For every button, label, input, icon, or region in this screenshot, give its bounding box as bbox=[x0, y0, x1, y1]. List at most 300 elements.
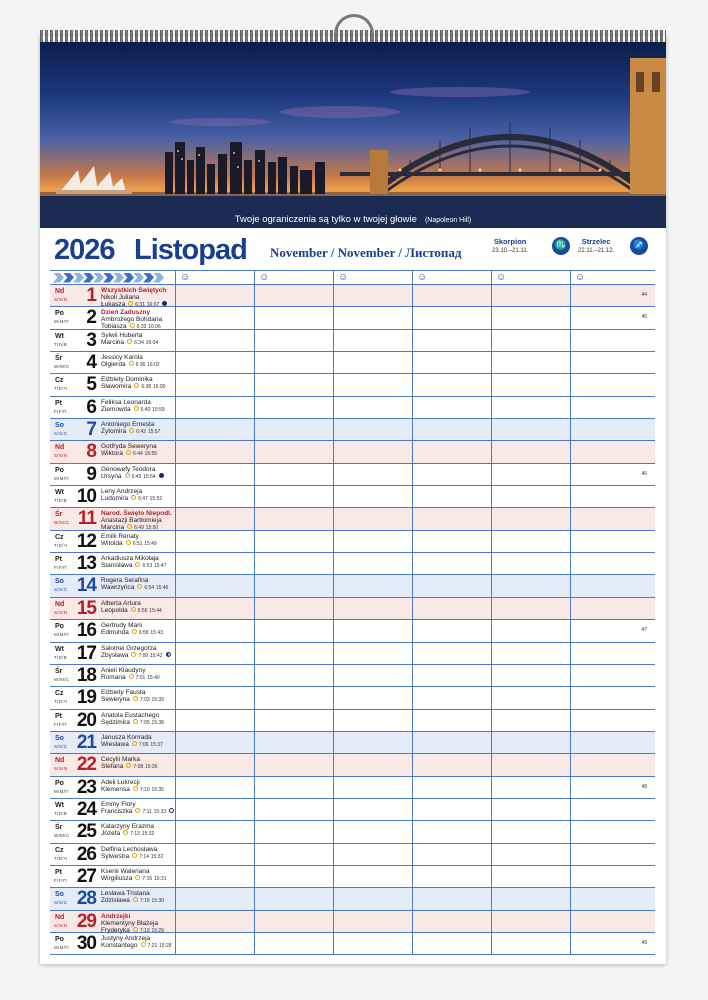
note-cell[interactable] bbox=[255, 799, 334, 820]
sun-icon bbox=[126, 540, 131, 545]
holiday-name: Wszystkich Świętych bbox=[101, 287, 167, 294]
note-cell[interactable] bbox=[492, 464, 571, 485]
day-cell bbox=[50, 352, 176, 373]
note-cell[interactable] bbox=[413, 285, 492, 306]
note-cell[interactable] bbox=[334, 307, 413, 328]
day-number: 8 bbox=[86, 441, 96, 463]
note-cell[interactable] bbox=[571, 307, 650, 328]
sunset-time: 15:57 bbox=[147, 429, 161, 436]
note-cell[interactable] bbox=[176, 687, 255, 708]
note-cell[interactable] bbox=[571, 844, 650, 865]
note-cell[interactable] bbox=[334, 821, 413, 842]
note-cell[interactable] bbox=[255, 330, 334, 351]
day-cell bbox=[50, 620, 176, 641]
weekday-translations: T/D/Ч bbox=[54, 699, 67, 705]
note-cell[interactable] bbox=[176, 821, 255, 842]
name-day bbox=[101, 287, 167, 309]
sunrise-time: 7:00 bbox=[138, 652, 149, 659]
note-cell[interactable] bbox=[413, 687, 492, 708]
name-day bbox=[101, 488, 162, 503]
note-cell[interactable] bbox=[334, 620, 413, 641]
note-cell[interactable] bbox=[492, 933, 571, 954]
note-cell[interactable] bbox=[255, 553, 334, 574]
note-cell[interactable] bbox=[413, 397, 492, 418]
note-cell[interactable] bbox=[413, 888, 492, 909]
quote-text: Twoje ograniczenia są tylko w twojej głowie bbox=[234, 214, 417, 225]
note-cell[interactable] bbox=[492, 486, 571, 507]
sun-icon bbox=[133, 696, 138, 701]
note-cell[interactable] bbox=[571, 374, 650, 395]
weekday-translations: S/S/C bbox=[54, 743, 68, 749]
note-cell[interactable] bbox=[255, 732, 334, 753]
note-cell[interactable] bbox=[492, 821, 571, 842]
zodiac-dates: 23.10.–21.11. bbox=[492, 248, 529, 254]
note-cell[interactable] bbox=[176, 486, 255, 507]
note-cell[interactable] bbox=[255, 419, 334, 440]
note-cell[interactable] bbox=[334, 643, 413, 664]
note-cell[interactable] bbox=[176, 866, 255, 887]
note-cell[interactable] bbox=[176, 933, 255, 954]
note-cell[interactable] bbox=[571, 397, 650, 418]
note-cell[interactable] bbox=[492, 777, 571, 798]
note-cell[interactable] bbox=[176, 620, 255, 641]
note-cell[interactable] bbox=[571, 508, 650, 529]
note-cell[interactable] bbox=[255, 844, 334, 865]
note-cell[interactable] bbox=[413, 732, 492, 753]
note-cell[interactable] bbox=[492, 553, 571, 574]
note-cell[interactable] bbox=[255, 508, 334, 529]
note-cell[interactable] bbox=[255, 620, 334, 641]
chevron-icon bbox=[113, 273, 124, 283]
sunset-time: 15:30 bbox=[151, 898, 164, 905]
weekday-translations: T/D/Ч bbox=[54, 386, 67, 392]
note-cell[interactable] bbox=[176, 307, 255, 328]
note-cell[interactable] bbox=[492, 419, 571, 440]
name-day bbox=[101, 689, 164, 704]
day-row bbox=[50, 643, 655, 665]
note-cell[interactable] bbox=[492, 508, 571, 529]
day-number: 2 bbox=[86, 307, 96, 329]
note-cell[interactable] bbox=[176, 285, 255, 306]
note-cell[interactable] bbox=[571, 464, 650, 485]
note-cell[interactable] bbox=[571, 866, 650, 887]
note-cell[interactable] bbox=[413, 710, 492, 731]
note-cell[interactable] bbox=[571, 486, 650, 507]
note-cell[interactable] bbox=[176, 911, 255, 932]
sunrise-time: 7:06 bbox=[138, 741, 149, 748]
note-cell[interactable] bbox=[334, 933, 413, 954]
note-cell[interactable] bbox=[334, 330, 413, 351]
weekday-translations: S/S/N bbox=[54, 922, 68, 928]
sunrise-time: 6:40 bbox=[140, 406, 151, 413]
weekday: So bbox=[55, 578, 64, 586]
day-number: 30 bbox=[76, 932, 96, 954]
note-cell[interactable] bbox=[255, 352, 334, 373]
note-cell[interactable] bbox=[571, 911, 650, 932]
note-cell[interactable] bbox=[492, 732, 571, 753]
note-cell[interactable] bbox=[571, 933, 650, 954]
note-cell[interactable] bbox=[492, 799, 571, 820]
note-cell[interactable] bbox=[571, 531, 650, 552]
day-row bbox=[50, 598, 655, 620]
note-cell[interactable] bbox=[413, 799, 492, 820]
chevron-icon bbox=[53, 273, 64, 283]
note-cell[interactable] bbox=[334, 374, 413, 395]
sun-icon bbox=[132, 741, 137, 746]
name-day bbox=[101, 712, 164, 727]
day-cell bbox=[50, 486, 176, 507]
names-second: Ursyna bbox=[101, 472, 122, 480]
note-cell[interactable] bbox=[413, 754, 492, 775]
day-number: 13 bbox=[76, 553, 96, 575]
note-cell[interactable] bbox=[176, 464, 255, 485]
name-day bbox=[101, 622, 163, 637]
day-row bbox=[50, 888, 655, 910]
note-cell[interactable] bbox=[413, 866, 492, 887]
note-cell[interactable] bbox=[492, 397, 571, 418]
note-cell[interactable] bbox=[176, 330, 255, 351]
day-cell bbox=[50, 732, 176, 753]
note-cell[interactable] bbox=[571, 598, 650, 619]
note-cell[interactable] bbox=[334, 441, 413, 462]
names: Adeli Lukrecji bbox=[101, 778, 140, 786]
note-cell[interactable] bbox=[492, 620, 571, 641]
sunrise-time: 6:49 bbox=[134, 525, 144, 532]
note-cell[interactable] bbox=[334, 508, 413, 529]
note-cell[interactable] bbox=[255, 598, 334, 619]
weekday-translations: F/F/П bbox=[54, 721, 67, 727]
weekday-translations: S/S/N bbox=[54, 297, 68, 302]
note-cell[interactable] bbox=[492, 866, 571, 887]
names: Klementyny Błażeja bbox=[101, 919, 159, 927]
day-row bbox=[50, 777, 655, 799]
note-cell[interactable] bbox=[255, 486, 334, 507]
note-cell[interactable] bbox=[334, 531, 413, 552]
note-cell[interactable] bbox=[255, 911, 334, 932]
weekday-translations: W/M/C bbox=[54, 520, 70, 526]
note-cell[interactable] bbox=[413, 598, 492, 619]
note-cell[interactable] bbox=[334, 397, 413, 418]
sun-icon bbox=[123, 830, 128, 835]
day-cell bbox=[50, 374, 176, 395]
note-cell[interactable] bbox=[334, 352, 413, 373]
note-cell[interactable] bbox=[571, 777, 650, 798]
weekday: So bbox=[55, 734, 64, 742]
note-cell[interactable] bbox=[413, 821, 492, 842]
scorpio-icon: ♏ bbox=[552, 237, 570, 255]
note-cell[interactable] bbox=[492, 285, 571, 306]
note-cell[interactable] bbox=[413, 307, 492, 328]
note-cell[interactable] bbox=[413, 464, 492, 485]
holiday-name: Dzień Zaduszny bbox=[101, 309, 151, 317]
day-number: 28 bbox=[76, 888, 96, 910]
day-number: 22 bbox=[76, 754, 96, 776]
day-cell bbox=[50, 508, 176, 532]
note-cell[interactable] bbox=[176, 441, 255, 462]
sun-icon bbox=[133, 927, 138, 932]
day-cell bbox=[50, 531, 176, 552]
note-cell[interactable] bbox=[334, 486, 413, 507]
note-cell[interactable] bbox=[334, 464, 413, 485]
sunrise-time: 7:08 bbox=[133, 764, 144, 771]
holiday-name: Narod. Święto Niepodl. bbox=[101, 510, 172, 518]
sagittarius-icon: ♐ bbox=[630, 237, 648, 255]
note-cell[interactable] bbox=[176, 754, 255, 775]
note-cell[interactable] bbox=[571, 821, 650, 842]
weekday-translations: T/D/B bbox=[54, 498, 68, 504]
day-row bbox=[50, 374, 655, 396]
name-day bbox=[101, 890, 164, 905]
names: Ambrożego Bohdana bbox=[101, 316, 163, 324]
day-number: 25 bbox=[76, 821, 96, 843]
note-cell[interactable] bbox=[413, 933, 492, 954]
sunrise-time: 6:44 bbox=[133, 451, 143, 458]
note-cell[interactable] bbox=[255, 777, 334, 798]
note-cell[interactable] bbox=[176, 575, 255, 596]
note-cell[interactable] bbox=[571, 888, 650, 909]
names: Gotfryda Seweryna bbox=[101, 443, 157, 451]
sun-icon bbox=[129, 674, 134, 679]
note-cell[interactable] bbox=[255, 464, 334, 485]
note-cell[interactable] bbox=[571, 285, 650, 306]
note-cell[interactable] bbox=[492, 374, 571, 395]
sun-icon bbox=[129, 428, 134, 433]
sunset-time: 15:32 bbox=[150, 853, 164, 860]
month-title: Listopad bbox=[134, 234, 247, 266]
note-cell[interactable] bbox=[255, 888, 334, 909]
note-cell[interactable] bbox=[334, 687, 413, 708]
note-cell[interactable] bbox=[334, 419, 413, 440]
note-cell[interactable] bbox=[334, 866, 413, 887]
note-cell[interactable] bbox=[334, 844, 413, 865]
note-cell[interactable] bbox=[571, 643, 650, 664]
note-cell[interactable] bbox=[492, 888, 571, 909]
note-cell[interactable] bbox=[255, 754, 334, 775]
note-cell[interactable] bbox=[413, 553, 492, 574]
sunrise-time: 6:38 bbox=[141, 384, 152, 391]
note-cell[interactable] bbox=[334, 911, 413, 932]
note-cell[interactable] bbox=[255, 643, 334, 664]
weekday: Pt bbox=[55, 399, 62, 407]
sunset-time: 15:54 bbox=[143, 473, 156, 480]
wall-hanger bbox=[334, 14, 374, 42]
note-cell[interactable] bbox=[571, 620, 650, 641]
note-cell[interactable] bbox=[334, 553, 413, 574]
note-cell[interactable] bbox=[413, 330, 492, 351]
note-cell[interactable] bbox=[176, 665, 255, 686]
names-second: Franciszka bbox=[101, 807, 133, 815]
day-cell bbox=[50, 844, 176, 865]
note-cell[interactable] bbox=[176, 397, 255, 418]
day-number: 14 bbox=[76, 575, 96, 597]
note-cell[interactable] bbox=[571, 441, 650, 462]
note-cell[interactable] bbox=[176, 508, 255, 529]
note-cell[interactable] bbox=[571, 575, 650, 596]
note-cell[interactable] bbox=[334, 799, 413, 820]
note-cell[interactable] bbox=[571, 687, 650, 708]
note-cell[interactable] bbox=[492, 352, 571, 373]
note-cell[interactable] bbox=[571, 553, 650, 574]
note-cell[interactable] bbox=[176, 598, 255, 619]
note-cell[interactable] bbox=[334, 754, 413, 775]
note-cell[interactable] bbox=[492, 911, 571, 932]
note-cell[interactable] bbox=[255, 307, 334, 328]
note-cell[interactable] bbox=[255, 710, 334, 731]
note-cell[interactable] bbox=[334, 732, 413, 753]
sun-icon bbox=[132, 629, 137, 634]
note-cell[interactable] bbox=[413, 665, 492, 686]
day-row bbox=[50, 397, 655, 419]
note-cell[interactable] bbox=[571, 710, 650, 731]
sunset-time: 16:04 bbox=[145, 339, 159, 346]
note-cell[interactable] bbox=[492, 844, 571, 865]
names: Anieli Klaudyny bbox=[101, 666, 146, 674]
calendar-sheet bbox=[40, 36, 666, 964]
note-cell[interactable] bbox=[176, 777, 255, 798]
weekday: Wt bbox=[55, 645, 64, 653]
note-cell[interactable] bbox=[413, 620, 492, 641]
day-row bbox=[50, 821, 655, 843]
names: Arkadiusza Mikołaja bbox=[101, 555, 159, 563]
note-cell[interactable] bbox=[255, 933, 334, 954]
note-cell[interactable] bbox=[255, 821, 334, 842]
sunset-time: 15:35 bbox=[151, 786, 164, 793]
note-cell[interactable] bbox=[255, 397, 334, 418]
sunset-time: 15:47 bbox=[153, 563, 167, 570]
note-cell[interactable] bbox=[413, 777, 492, 798]
note-cell[interactable] bbox=[255, 285, 334, 306]
note-cell[interactable] bbox=[492, 710, 571, 731]
note-cell[interactable] bbox=[413, 374, 492, 395]
note-cell[interactable] bbox=[571, 732, 650, 753]
note-cell[interactable] bbox=[176, 374, 255, 395]
note-cell[interactable] bbox=[571, 419, 650, 440]
note-cell[interactable] bbox=[492, 575, 571, 596]
note-cell[interactable] bbox=[255, 374, 334, 395]
name-day bbox=[101, 332, 158, 347]
note-cell[interactable] bbox=[176, 419, 255, 440]
sunrise-time: 7:01 bbox=[135, 674, 146, 681]
note-cell[interactable] bbox=[255, 665, 334, 686]
sunset-time: 15:44 bbox=[149, 607, 162, 614]
sunrise-time: 6:31 bbox=[135, 302, 145, 308]
note-cell[interactable] bbox=[255, 866, 334, 887]
note-cell[interactable] bbox=[413, 486, 492, 507]
sunrise-time: 6:34 bbox=[134, 339, 144, 346]
note-cell[interactable] bbox=[492, 643, 571, 664]
note-cell[interactable] bbox=[492, 330, 571, 351]
note-cell[interactable] bbox=[571, 330, 650, 351]
note-cell[interactable] bbox=[492, 307, 571, 328]
chevron-icon bbox=[93, 273, 104, 283]
note-cell[interactable] bbox=[413, 441, 492, 462]
sunset-time: 15:28 bbox=[159, 942, 172, 949]
weekday-translations: M/M/П bbox=[54, 632, 69, 638]
note-cell[interactable] bbox=[413, 419, 492, 440]
name-day bbox=[101, 600, 162, 615]
day-cell bbox=[50, 687, 176, 708]
day-row bbox=[50, 844, 655, 866]
note-cell[interactable] bbox=[334, 710, 413, 731]
sun-icon bbox=[126, 763, 131, 768]
note-cell[interactable] bbox=[334, 285, 413, 306]
note-cell[interactable] bbox=[176, 553, 255, 574]
note-cell[interactable] bbox=[492, 665, 571, 686]
weekday-translations: F/F/П bbox=[54, 877, 67, 883]
names-second: Marcina bbox=[101, 338, 125, 346]
sunrise-time: 7:13 bbox=[130, 831, 140, 838]
note-cell[interactable] bbox=[413, 643, 492, 664]
day-row bbox=[50, 754, 655, 776]
note-cell[interactable] bbox=[176, 643, 255, 664]
day-number: 11 bbox=[77, 508, 96, 530]
note-cell[interactable] bbox=[176, 844, 255, 865]
chevron-icon bbox=[143, 273, 154, 283]
note-cell[interactable] bbox=[571, 665, 650, 686]
note-cell[interactable] bbox=[334, 575, 413, 596]
note-cell[interactable] bbox=[413, 531, 492, 552]
names: Anastazji Bartłomieja bbox=[101, 517, 162, 525]
name-day bbox=[101, 555, 167, 570]
note-cell[interactable] bbox=[176, 888, 255, 909]
note-cell[interactable] bbox=[176, 352, 255, 373]
note-cell[interactable] bbox=[413, 352, 492, 373]
note-cell[interactable] bbox=[334, 777, 413, 798]
weekday: Nd bbox=[55, 288, 65, 295]
note-cell[interactable] bbox=[334, 598, 413, 619]
note-cell[interactable] bbox=[255, 687, 334, 708]
note-cell[interactable] bbox=[176, 732, 255, 753]
note-cell[interactable] bbox=[334, 888, 413, 909]
note-cell[interactable] bbox=[255, 575, 334, 596]
note-cell[interactable] bbox=[571, 754, 650, 775]
day-row bbox=[50, 866, 655, 888]
note-cell[interactable] bbox=[334, 665, 413, 686]
sun-icon bbox=[133, 719, 138, 724]
sunset-time: 16:00 bbox=[152, 384, 166, 391]
names-second: Żytomira bbox=[101, 428, 127, 436]
note-cell[interactable] bbox=[571, 352, 650, 373]
note-cell[interactable] bbox=[176, 799, 255, 820]
note-cell[interactable] bbox=[413, 844, 492, 865]
note-cell[interactable] bbox=[413, 508, 492, 529]
note-cell[interactable] bbox=[255, 441, 334, 462]
weekday: Śr bbox=[55, 824, 63, 832]
note-cell[interactable] bbox=[492, 531, 571, 552]
note-cell[interactable] bbox=[413, 575, 492, 596]
names-second: Wiesława bbox=[101, 740, 129, 748]
name-day bbox=[101, 466, 164, 481]
note-cell[interactable] bbox=[176, 710, 255, 731]
note-cell[interactable] bbox=[492, 687, 571, 708]
names-second: Edmunda bbox=[101, 629, 129, 637]
note-cell[interactable] bbox=[492, 754, 571, 775]
note-cell[interactable] bbox=[413, 911, 492, 932]
names-second: Sławomira bbox=[101, 383, 132, 391]
sunrise-time: 6:58 bbox=[138, 630, 149, 637]
note-cell[interactable] bbox=[176, 531, 255, 552]
note-cell[interactable] bbox=[571, 799, 650, 820]
note-cell[interactable] bbox=[492, 441, 571, 462]
day-cell bbox=[50, 710, 176, 731]
weekday: Pt bbox=[55, 868, 62, 876]
weekday-translations: W/M/C bbox=[54, 833, 70, 839]
weekday: Nd bbox=[55, 600, 65, 608]
day-row bbox=[50, 710, 655, 732]
note-cell[interactable] bbox=[255, 531, 334, 552]
note-cell[interactable] bbox=[492, 598, 571, 619]
weekday-translations: S/S/N bbox=[54, 766, 68, 772]
